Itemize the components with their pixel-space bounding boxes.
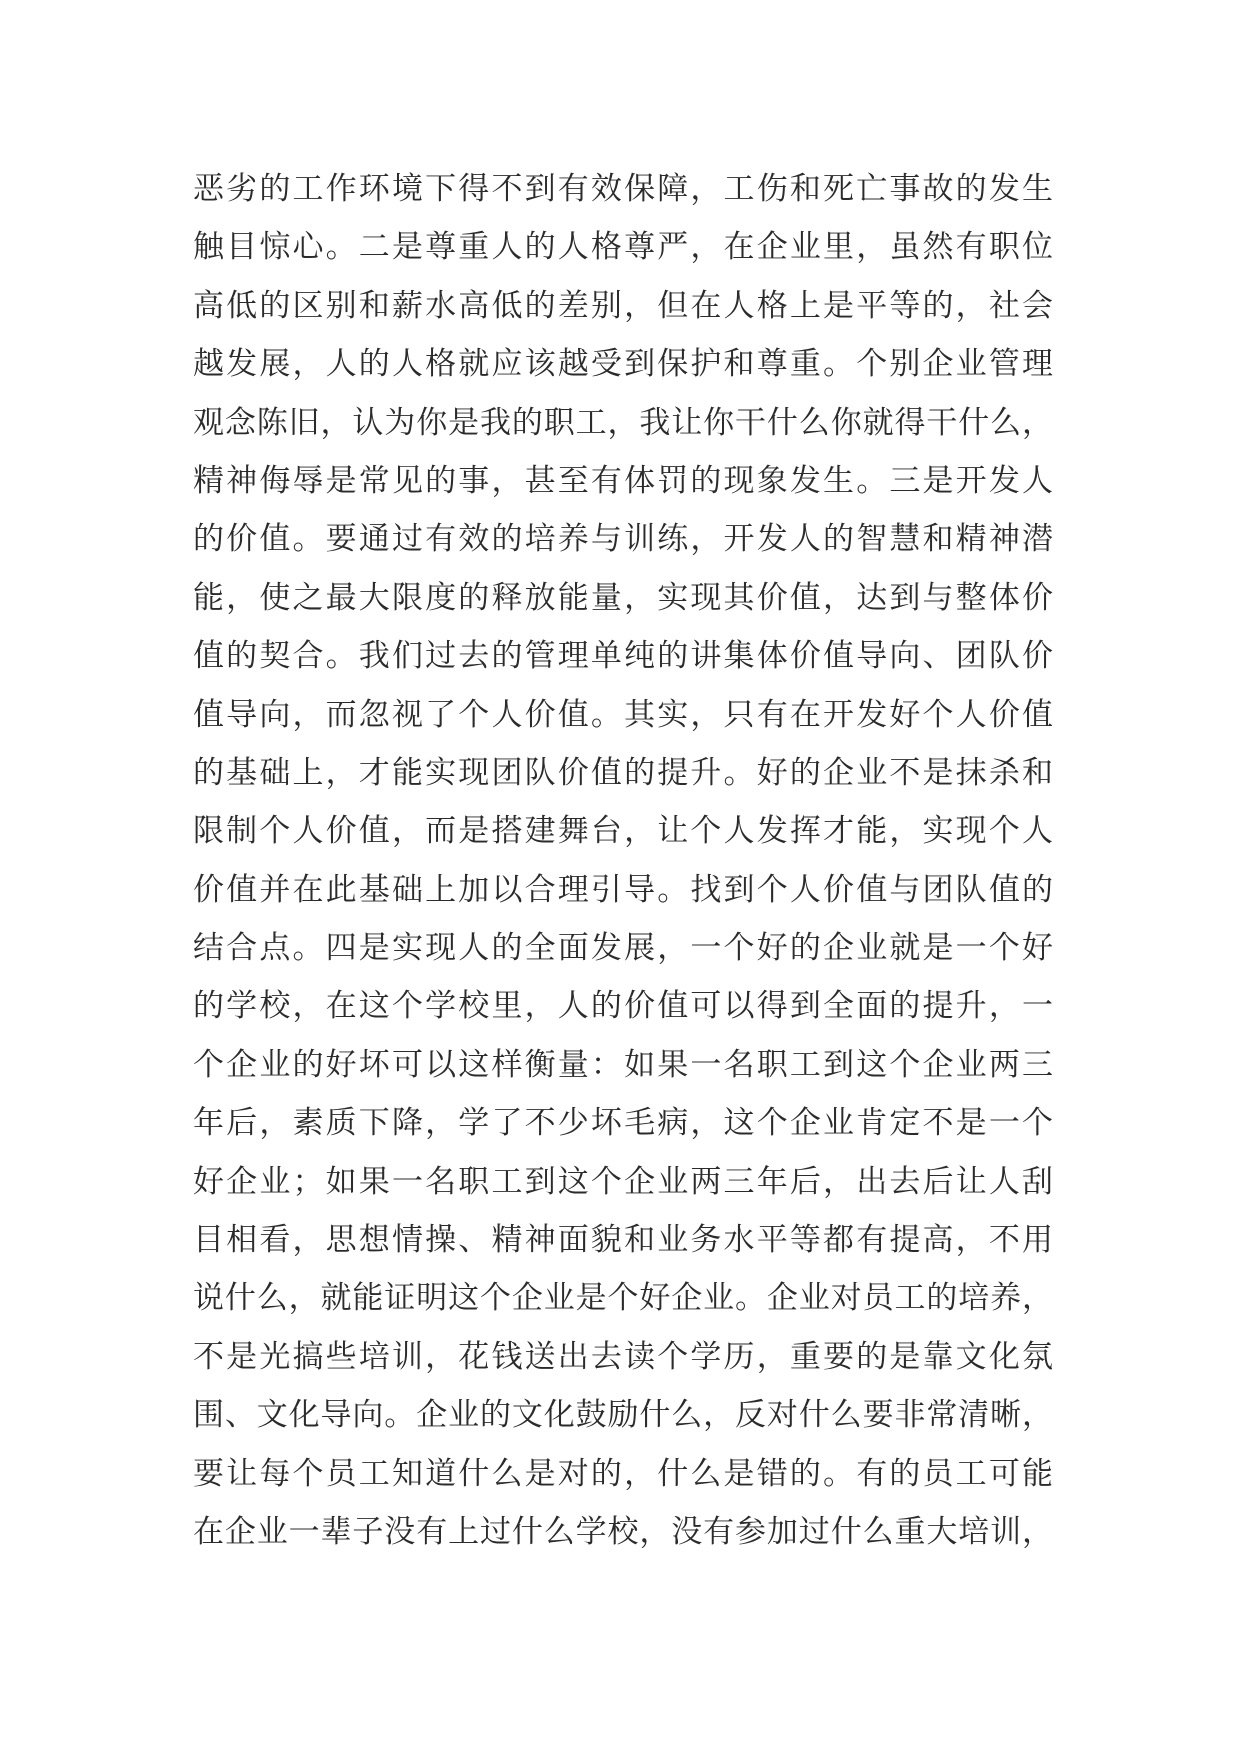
text-line: 的学校，在这个学校里，人的价值可以得到全面的提升，一 bbox=[193, 988, 1053, 1025]
text-line: 越发展，人的人格就应该越受到保护和尊重。个别企业管理 bbox=[193, 346, 1053, 383]
text-line: 年后，素质下降，学了不少坏毛病，这个企业肯定不是一个 bbox=[193, 1105, 1053, 1142]
text-line: 围、文化导向。企业的文化鼓励什么，反对什么要非常清晰， bbox=[193, 1397, 1053, 1434]
text-line: 好企业；如果一名职工到这个企业两三年后，出去后让人刮 bbox=[193, 1163, 1053, 1200]
text-line: 个企业的好坏可以这样衡量：如果一名职工到这个企业两三 bbox=[193, 1046, 1053, 1083]
text-line: 恶劣的工作环境下得不到有效保障，工伤和死亡事故的发生 bbox=[193, 171, 1053, 207]
text-line: 不是光搞些培训，花钱送出去读个学历，重要的是靠文化氛 bbox=[193, 1338, 1053, 1375]
text-line: 高低的区别和薪水高低的差别，但在人格上是平等的，社会 bbox=[193, 287, 1053, 324]
text-line: 要让每个员工知道什么是对的，什么是错的。有的员工可能 bbox=[193, 1455, 1053, 1492]
text-line: 在企业一辈子没有上过什么学校，没有参加过什么重大培训， bbox=[193, 1513, 1053, 1550]
text-line: 目相看，思想情操、精神面貌和业务水平等都有提高，不用 bbox=[193, 1222, 1053, 1259]
text-line: 说什么，就能证明这个企业是个好企业。企业对员工的培养， bbox=[193, 1280, 1053, 1317]
text-line: 的基础上，才能实现团队价值的提升。好的企业不是抹杀和 bbox=[193, 754, 1053, 791]
body-text bbox=[193, 160, 1053, 1561]
text-line: 触目惊心。二是尊重人的人格尊严，在企业里，虽然有职位 bbox=[193, 229, 1053, 266]
text-line: 能，使之最大限度的释放能量，实现其价值，达到与整体价 bbox=[193, 579, 1053, 616]
text-line: 值导向，而忽视了个人价值。其实，只有在开发好个人价值 bbox=[193, 696, 1053, 733]
text-line: 限制个人价值，而是搭建舞台，让个人发挥才能，实现个人 bbox=[193, 813, 1053, 850]
text-line: 的价值。要通过有效的培养与训练，开发人的智慧和精神潜 bbox=[193, 521, 1053, 558]
text-line: 结合点。四是实现人的全面发展，一个好的企业就是一个好 bbox=[193, 930, 1053, 967]
text-line: 价值并在此基础上加以合理引导。找到个人价值与团队值的 bbox=[193, 871, 1053, 908]
text-line: 观念陈旧，认为你是我的职工，我让你干什么你就得干什么， bbox=[193, 404, 1053, 441]
text-line: 精神侮辱是常见的事，甚至有体罚的现象发生。三是开发人 bbox=[193, 462, 1053, 499]
text-line: 值的契合。我们过去的管理单纯的讲集体价值导向、团队价 bbox=[193, 638, 1053, 675]
